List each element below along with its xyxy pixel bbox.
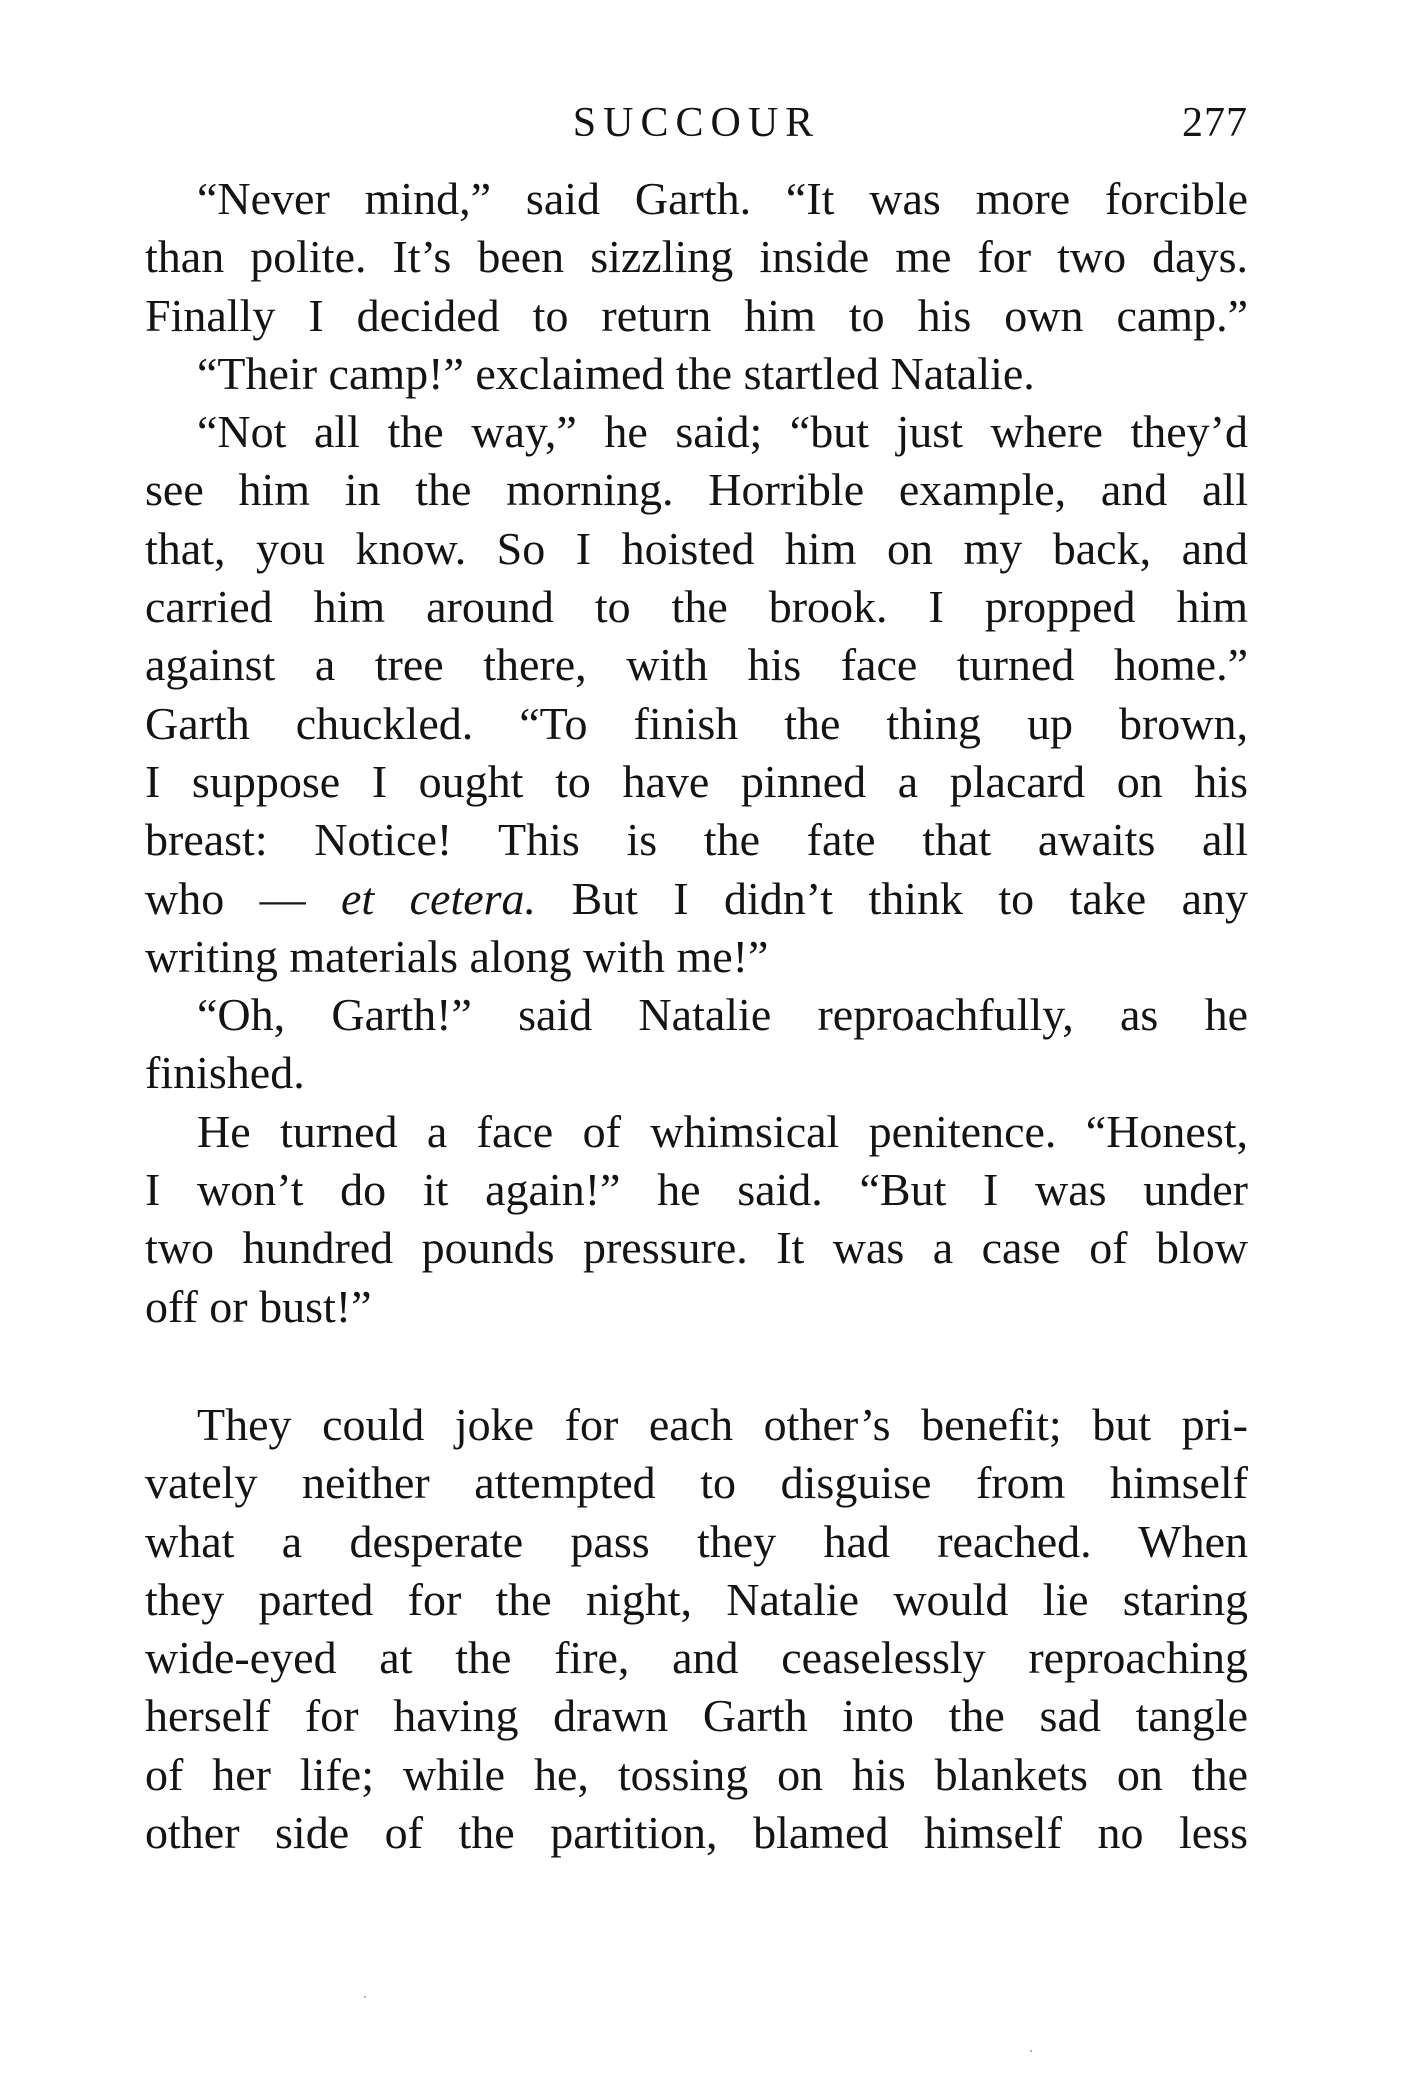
text-line: They could joke for each other’s benefit; but pri- <box>197 1399 1248 1450</box>
text-line: carried him around to the brook. I propped him <box>145 581 1248 633</box>
text-line: they parted for the night, Natalie would lie staring <box>145 1573 1248 1625</box>
text-line: I suppose I ought to have pinned a placard on his <box>145 755 1248 807</box>
text-line: “Never mind,” said Garth. “It was more forcible <box>197 173 1248 224</box>
text-block-dialogue <box>145 170 1248 1336</box>
text-line: Garth chuckled. “To finish the thing up brown, <box>145 697 1248 749</box>
text-line: what a desperate pass they had reached. When <box>145 1515 1248 1567</box>
text-line: vately neither attempted to disguise from himself <box>145 1457 1248 1509</box>
text-line: wide-eyed at the fire, and ceaselessly reproaching <box>145 1632 1248 1684</box>
who-prefix: who — <box>145 872 342 924</box>
text-line: writing materials along with me!” <box>145 930 769 982</box>
paper-speck <box>364 1996 366 1998</box>
text-line: against a tree there, with his face turned home.” <box>145 639 1248 691</box>
text-line: off or bust!” <box>145 1280 372 1332</box>
et-cetera-italic: et cetera. <box>341 872 537 924</box>
text-line: “Oh, Garth!” said Natalie reproachfully, as he <box>197 989 1248 1041</box>
text-line: Finally I decided to return him to his own camp.” <box>145 289 1248 341</box>
text-line: finished. <box>145 1047 305 1099</box>
who-suffix: But I didn’t think to take any <box>536 872 1248 924</box>
text-line: I won’t do it again!” he said. “But I was under <box>145 1164 1248 1216</box>
paper-speck <box>1030 2050 1032 2052</box>
text-line: that, you know. So I hoisted him on my back, and <box>145 522 1248 574</box>
text-line: breast: Notice! This is the fate that awaits all <box>145 814 1248 866</box>
text-line: of her life; while he, tossing on his blankets on the <box>145 1748 1248 1800</box>
text-line: two hundred pounds pressure. It was a case of blow <box>145 1222 1248 1274</box>
text-line: herself for having drawn Garth into the sad tangle <box>145 1690 1248 1742</box>
text-line: than polite. It’s been sizzling inside me for two days. <box>145 231 1248 283</box>
text-line: “Not all the way,” he said; “but just where they’d <box>197 406 1248 458</box>
text-line: see him in the morning. Horrible example, and all <box>145 464 1248 516</box>
page-number: 277 <box>1182 100 1248 146</box>
running-head: SUCCOUR <box>572 100 821 146</box>
text-line: other side of the partition, blamed himself no less <box>145 1807 1248 1859</box>
text-line-who <box>145 870 1248 928</box>
text-block-narrative <box>145 1396 1248 1862</box>
page-header <box>145 98 1248 148</box>
text-line: “Their camp!” exclaimed the startled Natalie. <box>197 347 1035 399</box>
text-line: He turned a face of whimsical penitence. “Honest, <box>197 1105 1248 1157</box>
